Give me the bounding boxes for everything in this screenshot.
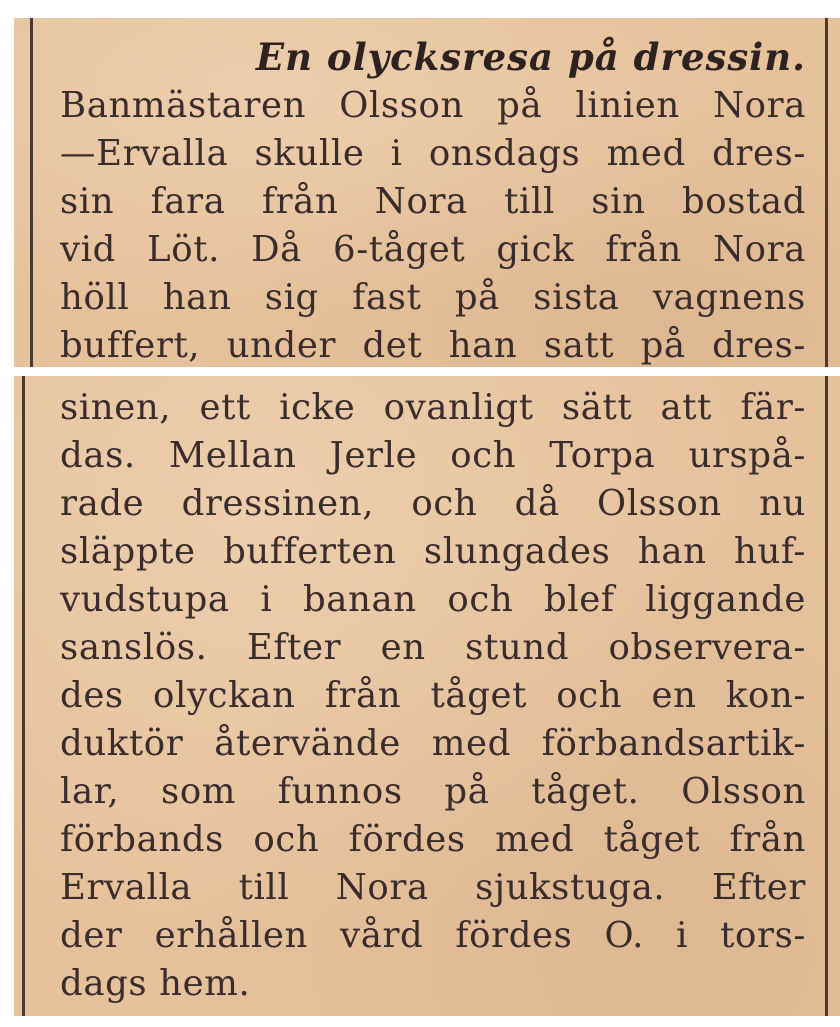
column-rule-left: [30, 18, 33, 367]
article-bottom-text: [60, 384, 806, 1008]
text-line: —Ervalla skulle i onsdags med dres-: [60, 133, 806, 174]
text-line: släppte bufferten slungades han huf-: [60, 531, 806, 572]
text-line: buffert, under det han satt på dres-: [60, 325, 806, 366]
text-line: das. Mellan Jerle och Torpa urspå-: [60, 435, 806, 476]
text-line: vid Löt. Då 6-tåget gick från Nora: [60, 229, 806, 270]
article-top-text: [60, 32, 806, 367]
text-line: Ervalla till Nora sjukstuga. Efter: [60, 867, 806, 908]
column-rule-left: [22, 376, 25, 1016]
text-line: höll han sig fast på sista vagnens: [60, 277, 806, 318]
text-line: rade dressinen, och då Olsson nu: [60, 483, 806, 524]
text-line: sin fara från Nora till sin bostad: [60, 181, 806, 222]
text-line: vudstupa i banan och blef liggande: [60, 579, 806, 620]
text-line: sinen, ett icke ovanligt sätt att fär-: [60, 387, 806, 428]
text-line: förbands och fördes med tåget från: [60, 819, 806, 860]
article-headline: En olycksresa på dressin.: [255, 35, 806, 79]
column-rule-right: [825, 18, 828, 367]
text-line: des olyckan från tåget och en kon-: [60, 675, 806, 716]
text-line: duktör återvände med förbandsartik-: [60, 723, 806, 764]
clipping-top: [14, 18, 840, 367]
text-line: Banmästaren Olsson på linien Nora: [60, 85, 806, 126]
column-rule-right: [825, 376, 828, 1016]
text-line: sanslös. Efter en stund observera-: [60, 627, 806, 668]
clipping-bottom: [14, 376, 840, 1016]
text-line: dags hem.: [60, 963, 251, 1004]
text-line: der erhållen vård fördes O. i tors-: [60, 915, 806, 956]
text-line: lar, som funnos på tåget. Olsson: [60, 771, 806, 812]
